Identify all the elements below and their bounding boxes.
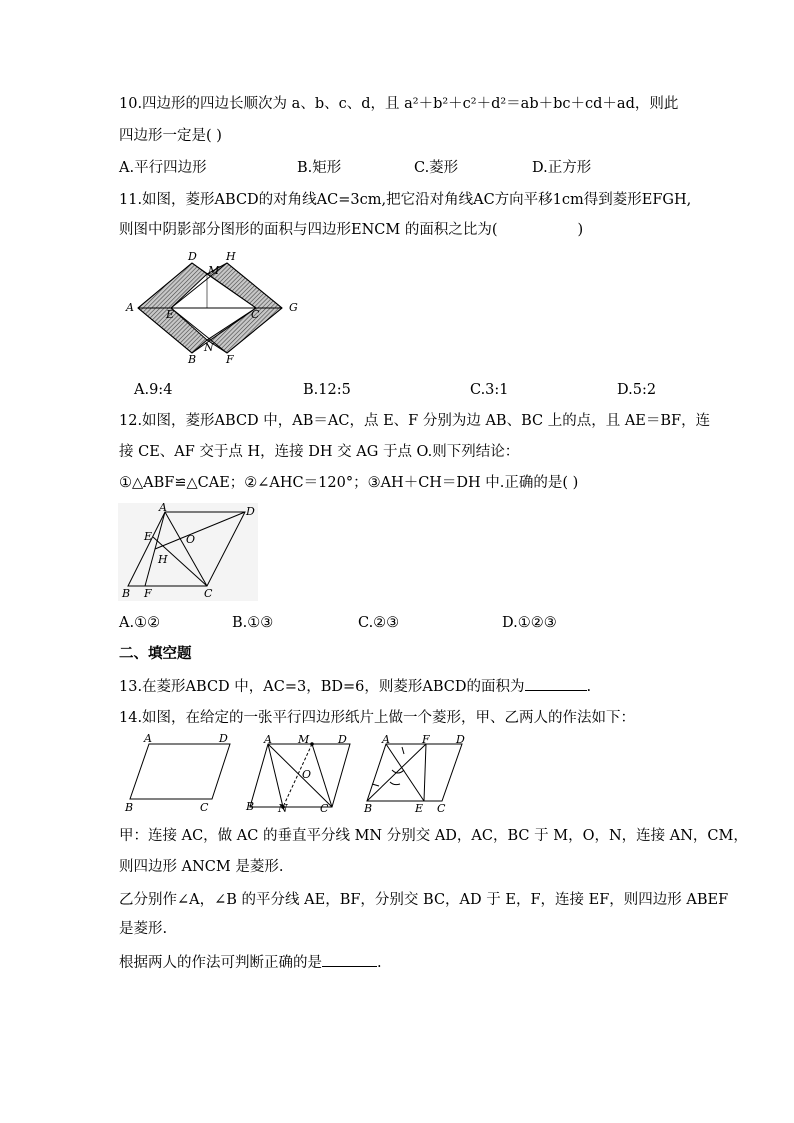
q11-line1: 11.如图，菱形ABCD的对角线AC=3cm,把它沿对角线AC方向平移1cm得到菱形EFGH, xyxy=(119,192,692,208)
q10-line2: 四边形一定是( ) xyxy=(119,128,222,144)
q13-end: . xyxy=(586,679,592,695)
q10-option-d: D.正方形 xyxy=(532,160,592,176)
q14-figure-yi xyxy=(362,734,478,814)
q14-fig2-label-N: N xyxy=(278,802,288,814)
q14-fig3-label-C: C xyxy=(437,802,446,814)
q11-line2-text: 则图中阴影部分图形的面积与四边形ENCM 的面积之比为( xyxy=(119,222,498,238)
q12-label-B: B xyxy=(122,587,131,600)
q11-label-B: B xyxy=(188,353,197,366)
q14-line1: 14.如图，在给定的一张平行四边形纸片上做一个菱形，甲、乙两人的作法如下： xyxy=(119,710,636,726)
q11-option-d: D.5:2 xyxy=(617,382,657,398)
q12-label-H: H xyxy=(158,553,168,566)
q14-fig1-label-A: A xyxy=(144,734,152,745)
q12-label-D: D xyxy=(246,505,255,518)
q14-fig1-label-B: B xyxy=(125,801,134,814)
q12-option-d: D.①②③ xyxy=(502,615,557,631)
q13-line xyxy=(119,676,591,697)
q10-option-b: B.矩形 xyxy=(297,160,342,176)
q14-figure-parallelogram xyxy=(120,734,240,814)
q11-option-c: C.3:1 xyxy=(470,382,509,398)
q14-end: . xyxy=(377,955,382,971)
q14-fig2-label-B: B xyxy=(246,800,255,813)
q14-fig1-label-D: D xyxy=(219,734,228,745)
q10-option-c: C.菱形 xyxy=(414,160,459,176)
q14-fig3-label-B: B xyxy=(364,802,373,814)
q14-jia-line1: 甲：连接 AC，做 AC 的垂直平分线 MN 分别交 AD，AC，BC 于 M，O，N，连接 AN，CM， xyxy=(119,828,748,844)
q11-label-A: A xyxy=(126,301,134,314)
q12-label-A: A xyxy=(159,503,167,514)
q10-option-a: A.平行四边形 xyxy=(119,160,207,176)
q11-line2 xyxy=(119,220,583,240)
q12-label-E: E xyxy=(144,530,153,543)
q11-label-H: H xyxy=(226,250,236,263)
q11-label-C: C xyxy=(251,308,260,321)
q11-label-F: F xyxy=(226,353,234,366)
q11-label-D: D xyxy=(188,250,197,263)
q14-fig3-label-D: D xyxy=(456,734,465,746)
q14-ask-line xyxy=(119,952,382,973)
q11-rhombus-figure xyxy=(122,248,307,366)
q14-yi-line2: 是菱形. xyxy=(119,921,168,937)
q14-fig2-label-M: M xyxy=(298,734,310,746)
q11-label-G: G xyxy=(289,301,298,314)
q14-jia-line2: 则四边形 ANCM 是菱形. xyxy=(119,859,284,875)
q12-option-a: A.①② xyxy=(119,615,161,631)
q12-line1: 12.如图，菱形ABCD 中，AB＝AC，点 E、F 分别为边 AB、BC 上的点，且 AE＝BF，连 xyxy=(119,413,711,429)
q12-label-C: C xyxy=(204,587,213,600)
section-title-fill-in: 二、填空题 xyxy=(119,646,192,662)
q12-label-O: O xyxy=(186,533,196,546)
q12-option-c: C.②③ xyxy=(358,615,400,631)
q14-fig2-label-A: A xyxy=(264,734,272,746)
q12-line3: ①△ABF≌△CAE；②∠AHC＝120°；③AH＋CH＝DH 中.正确的是( ) xyxy=(119,475,579,491)
q10-line1: 10.四边形的四边长顺次为 a、b、c、d，且 a²＋b²＋c²＋d²＝ab＋bc＋cd＋ad，则此 xyxy=(119,96,679,112)
q11-option-b: B.12:5 xyxy=(303,382,351,398)
q11-line2-close: ) xyxy=(577,222,584,238)
q12-line2: 接 CE、AF 交于点 H，连接 DH 交 AG 于点 O.则下列结论： xyxy=(119,444,520,460)
q14-fig3-label-A: A xyxy=(382,734,390,746)
q14-fig2-label-C: C xyxy=(320,802,329,814)
q12-option-b: B.①③ xyxy=(232,615,274,631)
q14-figure-jia xyxy=(242,734,362,814)
q11-option-a: A.9:4 xyxy=(134,382,173,398)
q11-label-E: E xyxy=(166,308,175,321)
q13-answer-blank xyxy=(525,676,587,691)
q11-label-M: M xyxy=(208,264,220,277)
q14-fig2-label-D: D xyxy=(338,734,347,746)
q14-fig1-label-C: C xyxy=(200,801,209,814)
q14-fig3-label-E: E xyxy=(415,802,424,814)
q11-label-N: N xyxy=(204,341,214,354)
q14-fig2-label-O: O xyxy=(302,768,312,781)
q14-answer-blank xyxy=(322,952,377,967)
q14-yi-line1: 乙分别作∠A，∠B 的平分线 AE，BF，分别交 BC，AD 于 E，F，连接 EF，则四边形 ABEF xyxy=(119,892,729,908)
q12-rhombus-figure xyxy=(118,503,258,601)
q14-ask-text: 根据两人的作法可判断正确的是 xyxy=(119,955,322,971)
q14-fig3-label-F: F xyxy=(422,734,430,746)
q13-text: 13.在菱形ABCD 中，AC=3，BD=6，则菱形ABCD的面积为 xyxy=(119,679,525,695)
q12-label-F: F xyxy=(144,587,152,600)
